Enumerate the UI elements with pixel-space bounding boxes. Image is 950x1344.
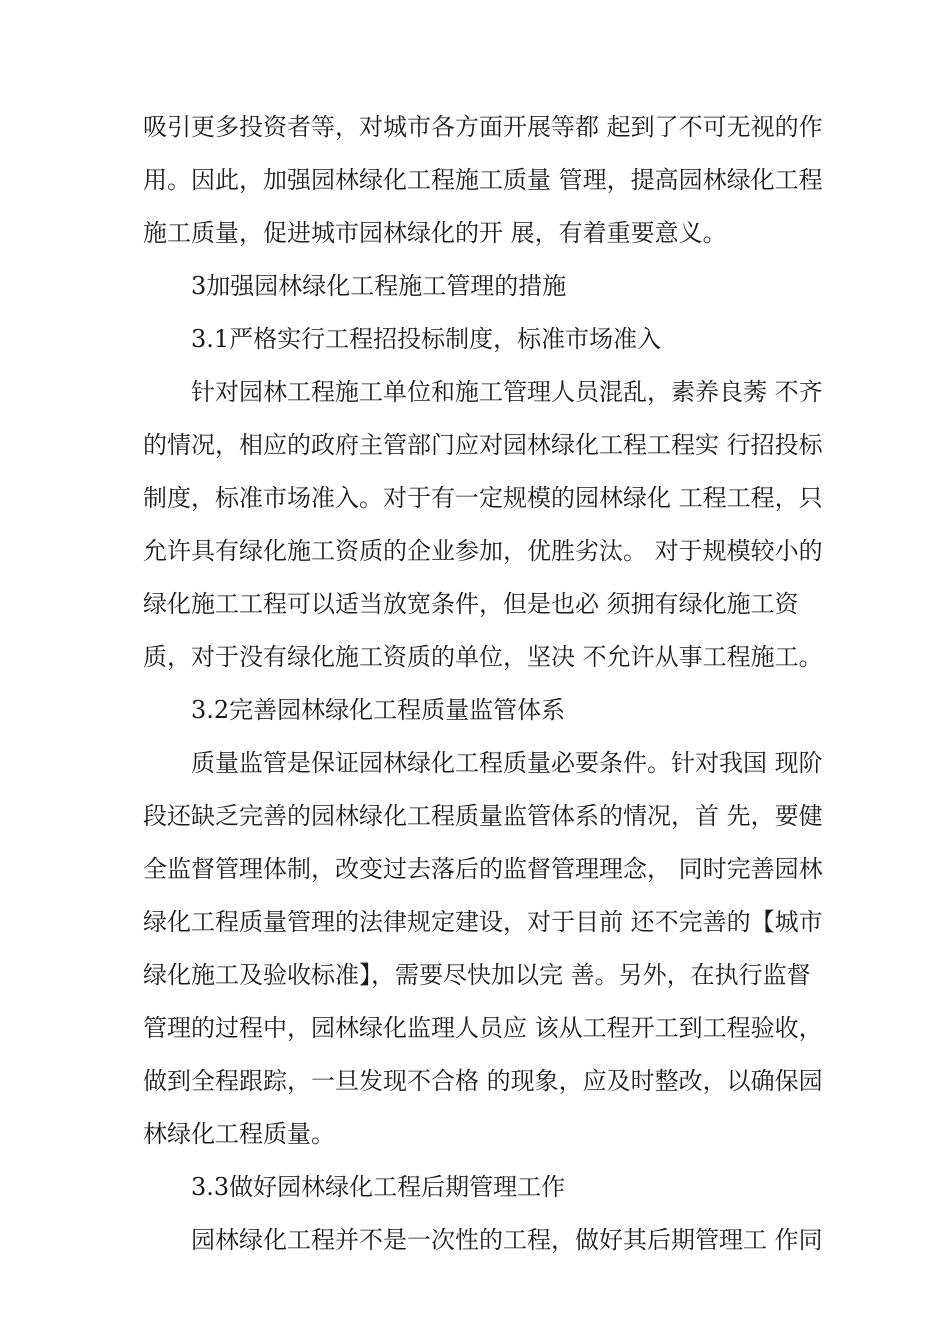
text-line: 段还缺乏完善的园林绿化工程质量监管体系的情况，首 先，要健 [143, 802, 823, 830]
text-line: 施工质量，促进城市园林绿化的开 展，有着重要意义。 [143, 219, 727, 247]
subsection-heading: 3.1严格实行工程招投标制度，标准市场准入 [191, 325, 662, 353]
document-body [143, 101, 823, 1267]
text-line: 针对园林工程施工单位和施工管理人员混乱，素养良莠 不齐 [191, 378, 823, 406]
text-line: 绿化工程质量管理的法律规定建设，对于目前 还不完善的【城市 [143, 908, 823, 936]
text-line: 用。因此，加强园林绿化工程施工质量 管理，提高园林绿化工程 [143, 166, 823, 194]
section-heading: 3加强园林绿化工程施工管理的措施 [191, 272, 567, 300]
text-line: 的情况，相应的政府主管部门应对园林绿化工程工程实 行招投标 [143, 431, 823, 459]
text-line: 吸引更多投资者等，对城市各方面开展等都 起到了不可无视的作 [143, 113, 823, 141]
text-line: 园林绿化工程并不是一次性的工程，做好其后期管理工 作同 [191, 1226, 823, 1254]
text-line: 制度，标准市场准入。对于有一定规模的园林绿化 工程工程，只 [143, 484, 823, 512]
subsection-heading: 3.2完善园林绿化工程质量监管体系 [191, 696, 566, 724]
text-line: 做到全程跟踪，一旦发现不合格 的现象，应及时整改，以确保园 [143, 1067, 823, 1095]
text-line: 质，对于没有绿化施工资质的单位，坚决 不允许从事工程施工。 [143, 643, 823, 671]
text-line: 允许具有绿化施工资质的企业参加，优胜劣汰。 对于规模较小的 [143, 537, 823, 565]
text-line: 林绿化工程质量。 [143, 1120, 335, 1148]
text-line: 绿化施工及验收标准】，需要尽快加以完 善。另外，在执行监督 [143, 961, 811, 989]
text-line: 绿化施工工程可以适当放宽条件，但是也必 须拥有绿化施工资 [143, 590, 799, 618]
text-line: 管理的过程中，园林绿化监理人员应 该从工程开工到工程验收， [143, 1014, 823, 1042]
text-line: 全监督管理体制，改变过去落后的监督管理理念， 同时完善园林 [143, 855, 823, 883]
text-line: 质量监管是保证园林绿化工程质量必要条件。针对我国 现阶 [191, 749, 823, 777]
subsection-heading: 3.3做好园林绿化工程后期管理工作 [191, 1173, 566, 1201]
